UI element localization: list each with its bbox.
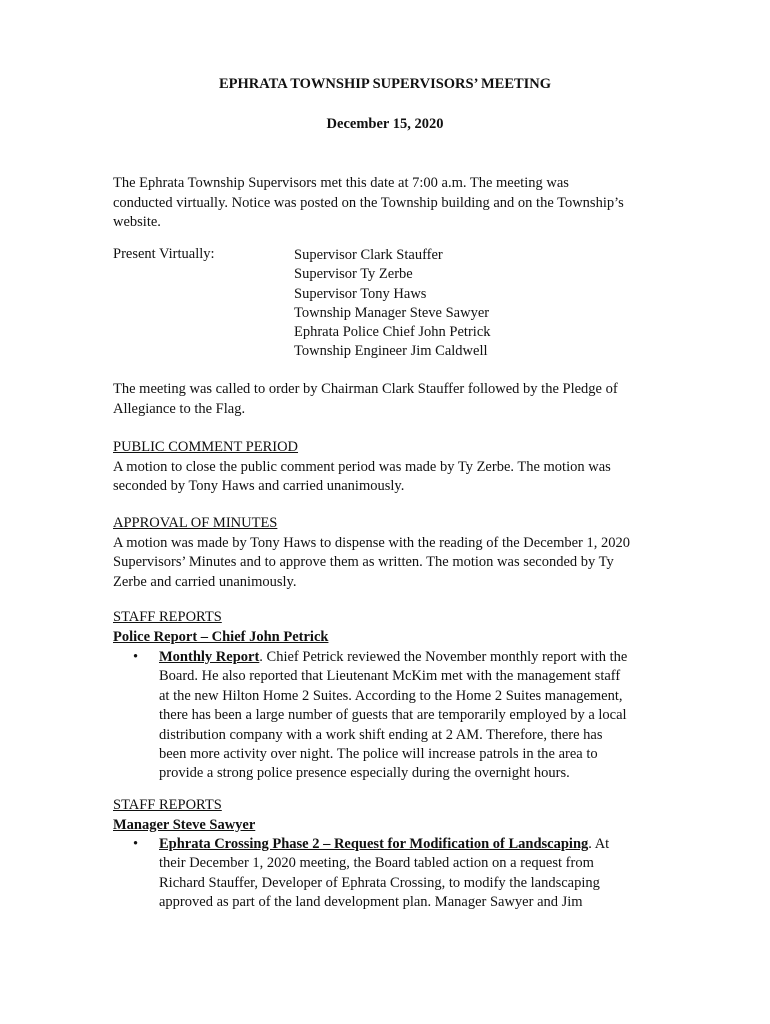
meeting-date: December 15, 2020	[326, 116, 444, 132]
bullet-line: at the new Hilton Home 2 Suites. According to the Home 2 Suites management,	[159, 687, 623, 704]
bullet-icon: •	[133, 836, 139, 852]
intro-line: conducted virtually. Notice was posted on the Township building and on the Township’s	[113, 194, 624, 211]
section-subheading: Manager Steve Sawyer	[113, 816, 256, 833]
bullet-icon: •	[133, 649, 139, 665]
bullet-item-monthly-report	[133, 648, 659, 784]
paragraph-line: A motion to close the public comment period was made by Ty Zerbe. The motion was	[113, 458, 611, 475]
document-title: EPHRATA TOWNSHIP SUPERVISORS’ MEETING	[218, 76, 552, 92]
bullet-line: been more activity over night. The police will increase patrols in the area to	[159, 746, 598, 763]
bullet-line: approved as part of the land development plan. Manager Sawyer and Jim	[159, 894, 583, 911]
attendee: Township Manager Steve Sawyer	[294, 304, 490, 321]
bullet-line: provide a strong police presence especially during the overnight hours.	[159, 765, 570, 782]
section-heading: STAFF REPORTS	[113, 797, 222, 813]
paragraph-line: Supervisors’ Minutes and to approve them as written. The motion was seconded by Ty	[113, 554, 614, 570]
bullet-line: Richard Stauffer, Developer of Ephrata Crossing, to modify the landscaping	[159, 874, 600, 891]
call-to-order-paragraph	[113, 380, 658, 419]
public-comment-section	[113, 438, 658, 497]
bullet-text: . Chief Petrick reviewed the November monthly report with the	[259, 649, 628, 665]
section-heading: APPROVAL OF MINUTES	[113, 515, 278, 531]
section-heading: PUBLIC COMMENT PERIOD	[113, 439, 299, 455]
section-subheading: Police Report – Chief John Petrick	[113, 628, 329, 645]
paragraph-line: seconded by Tony Haws and carried unanimously.	[113, 478, 405, 494]
attendee: Supervisor Ty Zerbe	[294, 266, 413, 283]
bullet-line: Board. He also reported that Lieutenant McKim met with the management staff	[159, 668, 621, 685]
attendee: Ephrata Police Chief John Petrick	[294, 324, 491, 341]
attendee: Supervisor Tony Haws	[294, 285, 427, 302]
present-label: Present Virtually:	[113, 246, 215, 262]
attendee: Township Engineer Jim Caldwell	[294, 343, 488, 360]
staff-reports-police-section	[113, 608, 658, 647]
bullet-text: . At	[588, 836, 610, 852]
section-heading: STAFF REPORTS	[113, 609, 222, 625]
bullet-line: their December 1, 2020 meeting, the Board tabled action on a request from	[159, 855, 594, 872]
bullet-line: distribution company with a work shift ending at 2 AM. Therefore, there has	[159, 726, 603, 743]
attendee: Supervisor Clark Stauffer	[294, 247, 443, 263]
approval-of-minutes-section	[113, 514, 658, 592]
bullet-item-ephrata-crossing	[133, 835, 659, 913]
intro-paragraph	[113, 174, 658, 233]
bullet-lead: Ephrata Crossing Phase 2 – Request for Modification of Landscaping	[159, 836, 589, 852]
intro-line: The Ephrata Township Supervisors met this date at 7:00 a.m. The meeting was	[113, 175, 569, 191]
present-list	[294, 246, 491, 362]
intro-line: website.	[113, 214, 161, 230]
bullet-lead: Monthly Report	[159, 649, 260, 665]
paragraph-line: The meeting was called to order by Chairman Clark Stauffer followed by the Pledge of	[113, 381, 618, 397]
paragraph-line: A motion was made by Tony Haws to dispense with the reading of the December 1, 2020	[113, 534, 630, 551]
staff-reports-manager-section	[113, 796, 658, 835]
bullet-line: there has been a large number of guests that are temporarily employed by a local	[159, 707, 627, 724]
paragraph-line: Allegiance to the Flag.	[113, 400, 246, 417]
paragraph-line: Zerbe and carried unanimously.	[113, 573, 297, 590]
